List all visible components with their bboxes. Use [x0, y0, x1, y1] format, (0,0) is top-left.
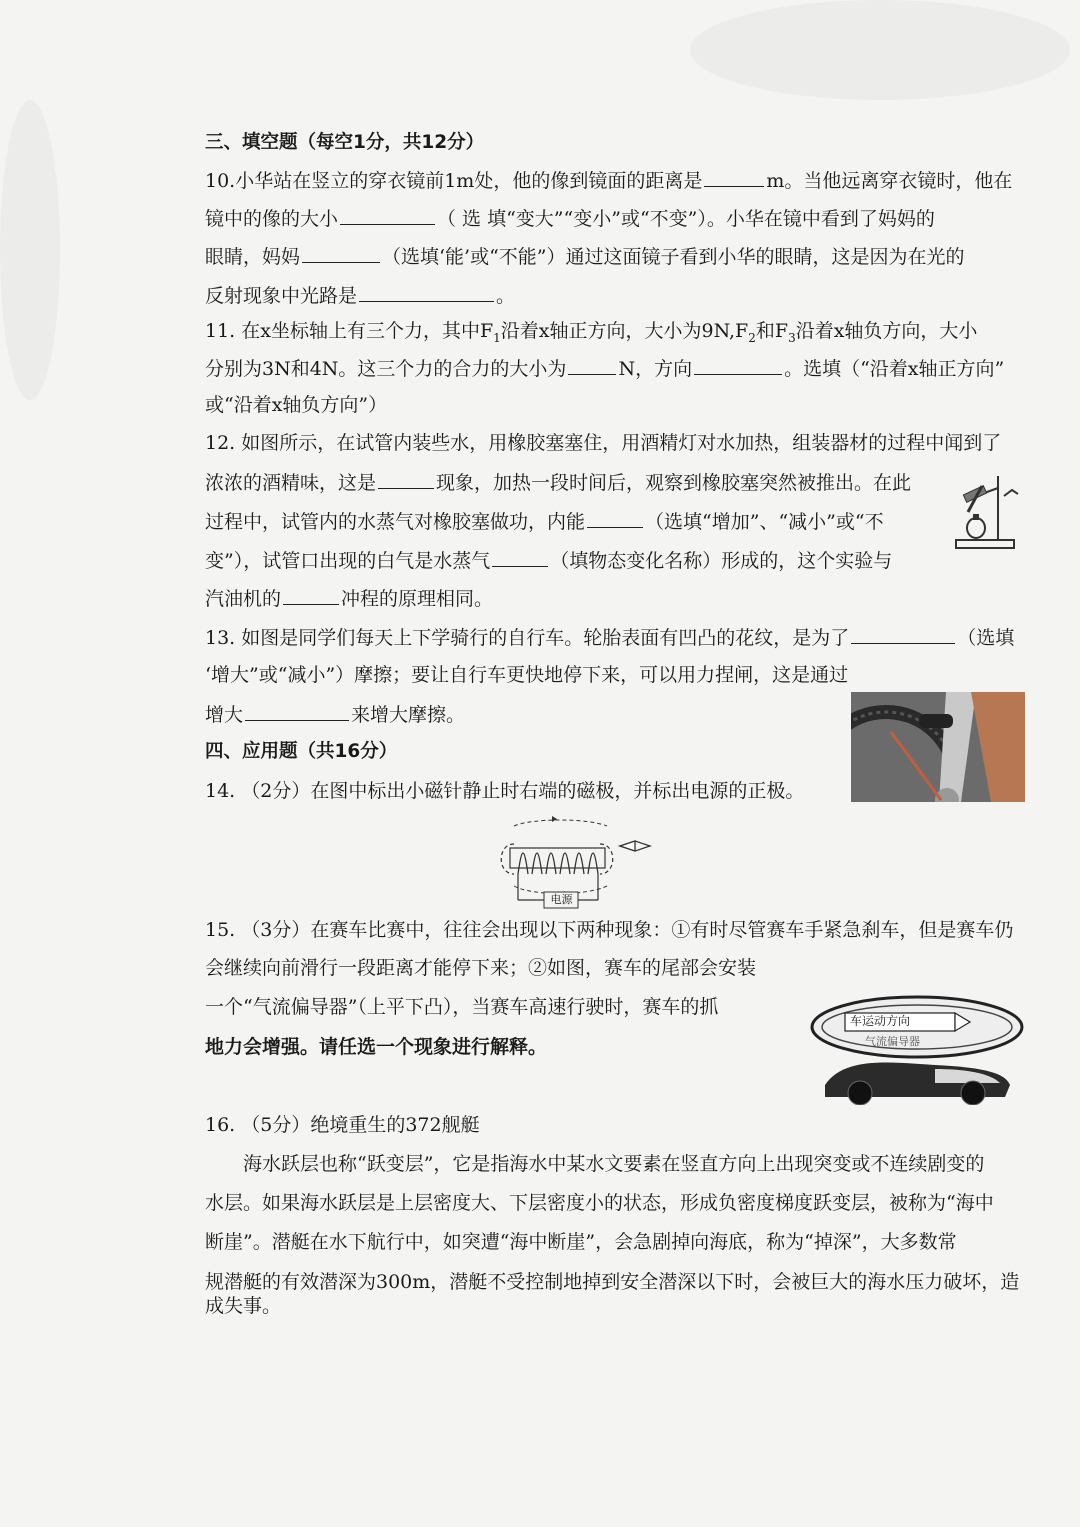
q12-line5: 汽油机的 冲程的原理相同。	[205, 588, 494, 610]
q13-line2: ‘增大”或“减小”）摩擦；要让自行车更快地停下来，可以用力捏闸，这是通过	[205, 664, 849, 686]
q14-text: 14. （2分）在图中标出小磁针静止时右端的磁极，并标出电源的正极。	[205, 780, 805, 802]
answer-blank[interactable]	[694, 356, 782, 375]
solenoid-circuit-figure	[492, 816, 662, 911]
q16-title: 16. （5分）绝境重生的372舰艇	[205, 1114, 480, 1136]
q16-paragraph-line2: 水层。如果海水跃层是上层密度大、下层密度小的状态，形成负密度梯度跃变层，被称为“海中	[205, 1192, 994, 1214]
section4-title: 四、应用题（共16分）	[205, 741, 398, 762]
section3-title: 三、填空题（每空1分，共12分）	[205, 132, 485, 153]
answer-blank[interactable]	[245, 702, 349, 721]
answer-blank[interactable]	[359, 283, 494, 302]
q12-line1: 12. 如图所示，在试管内装些水，用橡胶塞塞住，用酒精灯对水加热，组装器材的过程中闻到了	[205, 432, 1002, 454]
q13-line3: 增大 来增大摩擦。	[205, 704, 466, 726]
scan-smudge	[690, 0, 1070, 100]
q15-line2: 会继续向前滑行一段距离才能停下来；②如图，赛车的尾部会安装	[205, 957, 757, 979]
power-source-label: 电源	[550, 893, 573, 906]
answer-blank[interactable]	[492, 548, 548, 567]
q11-line3: 或“沿着x轴负方向”）	[205, 394, 388, 416]
bicycle-brake-photo	[851, 692, 1025, 802]
q16-paragraph-line1: 海水跃层也称“跃变层”，它是指海水中某水文要素在竖直方向上出现突变或不连续剧变的	[243, 1153, 985, 1175]
q10-line1: 10.小华站在竖立的穿衣镜前1m处，他的像到镜面的距离是 m。当他远离穿衣镜时，他在	[205, 170, 1013, 192]
test-tube-apparatus-figure	[946, 466, 1026, 556]
q15-line4: 地力会增强。请任选一个现象进行解释。	[205, 1036, 548, 1058]
q16-paragraph-line3: 断崖”。潜艇在水下航行中，如突遭“海中断崖”，会急剧掉向海底，称为“掉深”，大多数常	[205, 1231, 957, 1253]
q16-paragraph-line4: 规潜艇的有效潜深为300m，潜艇不受控制地掉到安全潜深以下时，会被巨大的海水压力破坏，造	[205, 1271, 1020, 1293]
q11-line1: 11. 在x坐标轴上有三个力，其中$F_1$沿着x轴正方向，大小为$9N,F_2$和$F_3$沿着x轴负方向，大小	[205, 320, 978, 345]
q11-line2: 分别为3N和4N。这三个力的合力的大小为 N，方向 。选填（“沿着x轴正方向”	[205, 358, 1005, 380]
q13-line1: 13. 如图是同学们每天上下学骑行的自行车。轮胎表面有凹凸的花纹，是为了 （选填	[205, 627, 1015, 649]
scan-smudge	[0, 100, 60, 400]
q10-line3: 眼睛，妈妈 （选填‘能’或“不能”）通过这面镜子看到小华的眼睛，这是因为在光的	[205, 246, 965, 268]
airflow-deflector-label: 气流偏导器	[865, 1035, 920, 1048]
answer-blank[interactable]	[378, 470, 434, 489]
car-direction-label: 车运动方向	[850, 1014, 911, 1028]
answer-blank[interactable]	[704, 168, 764, 187]
q10-line2: 镜中的像的大小 （ 选 填“变大”“变小”或“不变”）。小华在镜中看到了妈妈的	[205, 208, 935, 230]
answer-blank[interactable]	[851, 625, 955, 644]
q15-line3: 一个“气流偏导器”（上平下凸），当赛车高速行驶时，赛车的抓	[205, 996, 719, 1018]
answer-blank[interactable]	[587, 509, 643, 528]
answer-blank[interactable]	[568, 356, 616, 375]
q12-line4: 变”），试管口出现的白气是水蒸气 （填物态变化名称）形成的，这个实验与	[205, 550, 893, 572]
q12-line3: 过程中，试管内的水蒸气对橡胶塞做功，内能 （选填“增加”、“减小”或“不	[205, 511, 884, 533]
race-car-spoiler-figure	[805, 985, 1030, 1105]
answer-blank[interactable]	[340, 206, 435, 225]
answer-blank[interactable]	[283, 586, 339, 605]
answer-blank[interactable]	[302, 244, 380, 263]
q12-line2: 浓浓的酒精味，这是 现象，加热一段时间后，观察到橡胶塞突然被推出。在此	[205, 472, 912, 494]
q10-line4: 反射现象中光路是 。	[205, 285, 516, 307]
q15-line1: 15. （3分）在赛车比赛中，往往会出现以下两种现象：①有时尽管赛车手紧急刹车，但是赛车仍	[205, 919, 1014, 941]
q16-paragraph-line5: 成失事。	[205, 1295, 282, 1317]
